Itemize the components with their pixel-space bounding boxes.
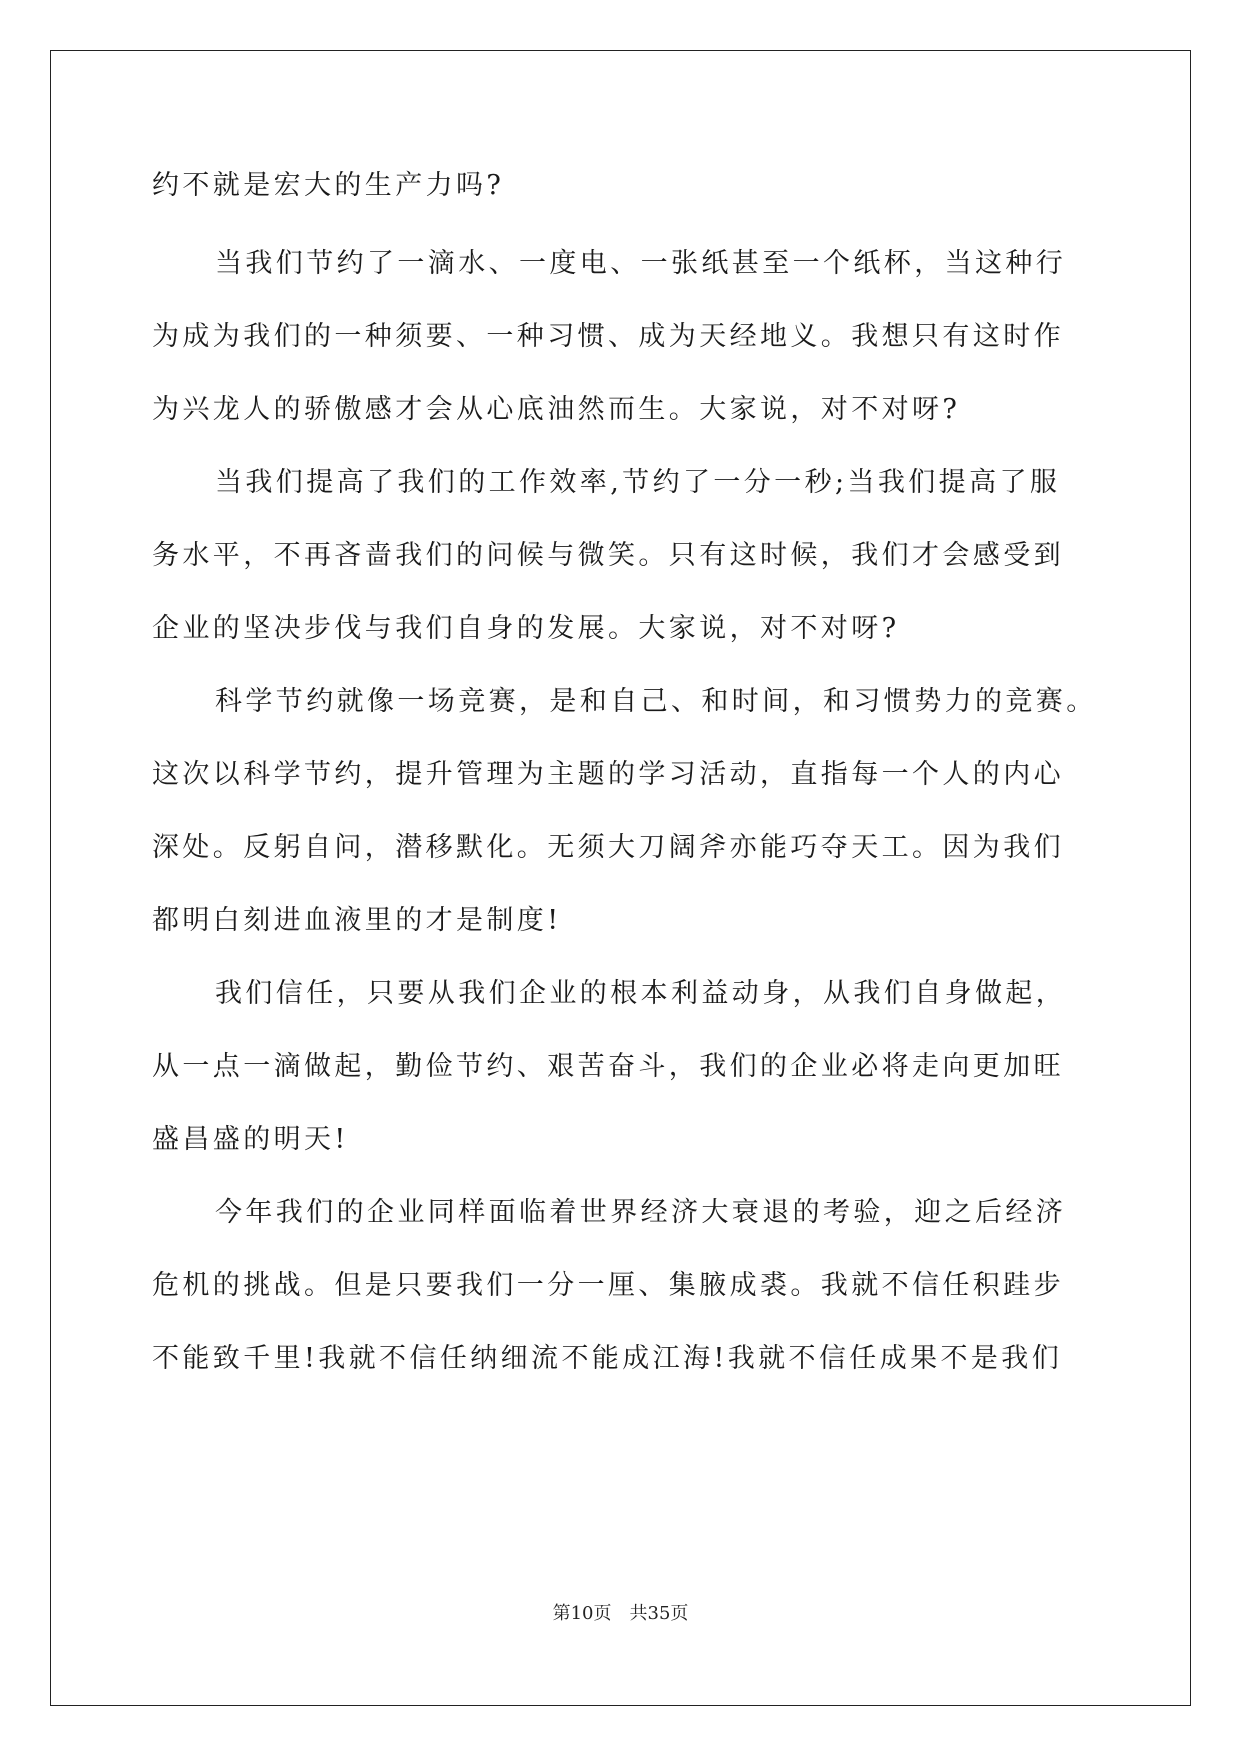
text-line: 我们信任，只要从我们企业的根本利益动身，从我们自身做起， [215, 978, 1067, 1009]
page-footer [0, 1599, 1241, 1625]
text-line: 这次以科学节约，提升管理为主题的学习活动，直指每一个人的内心 [152, 759, 1064, 790]
text-line: 为兴龙人的骄傲感才会从心底油然而生。大家说，对不对呀? [152, 394, 961, 425]
text-line: 科学节约就像一场竞赛，是和自己、和时间，和习惯势力的竞赛。 [215, 686, 1097, 717]
text-line: 盛昌盛的明天! [152, 1124, 349, 1155]
text-line: 从一点一滴做起，勤俭节约、艰苦奋斗，我们的企业必将走向更加旺 [152, 1051, 1064, 1082]
text-line: 今年我们的企业同样面临着世界经济大衰退的考验，迎之后经济 [215, 1197, 1067, 1228]
page-number-total: 共35页 [629, 1603, 689, 1624]
text-line: 为成为我们的一种须要、一种习惯、成为天经地义。我想只有这时作 [152, 321, 1064, 352]
text-line: 都明白刻进血液里的才是制度! [152, 905, 562, 936]
text-line: 企业的坚决步伐与我们自身的发展。大家说，对不对呀? [152, 613, 900, 644]
text-line: 危机的挑战。但是只要我们一分一厘、集腋成裘。我就不信任积跬步 [152, 1270, 1064, 1301]
text-line: 深处。反躬自问，潜移默化。无须大刀阔斧亦能巧夺天工。因为我们 [152, 832, 1064, 863]
text-line: 约不就是宏大的生产力吗? [152, 170, 505, 201]
text-line: 务水平，不再吝啬我们的问候与微笑。只有这时候，我们才会感受到 [152, 540, 1064, 571]
text-line: 当我们提高了我们的工作效率,节约了一分一秒;当我们提高了服 [215, 467, 1061, 498]
text-line: 不能致千里!我就不信任纳细流不能成江海!我就不信任成果不是我们 [152, 1343, 1063, 1374]
text-line: 当我们节约了一滴水、一度电、一张纸甚至一个纸杯，当这种行 [215, 248, 1067, 279]
page-number-current: 第10页 [552, 1603, 612, 1624]
page-border [50, 50, 1191, 1706]
